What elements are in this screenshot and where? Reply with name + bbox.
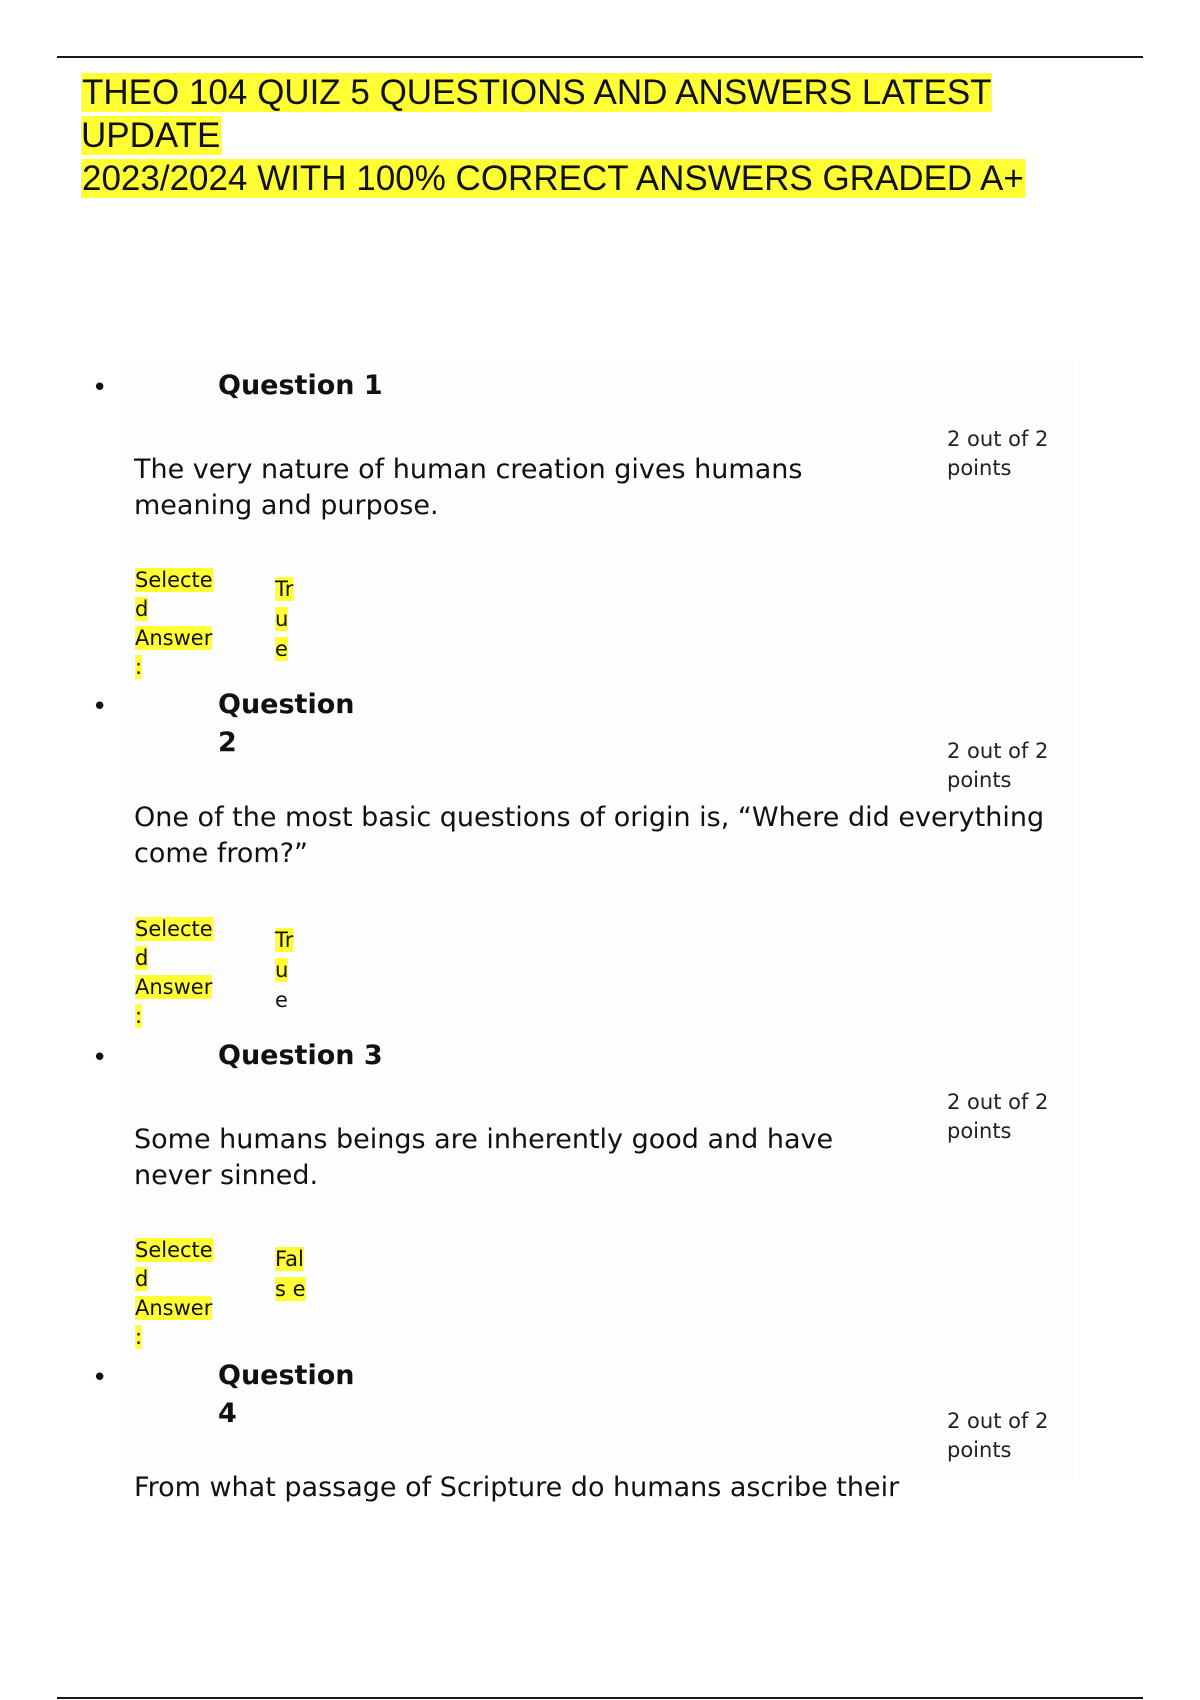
points-score: 2 out of 2 points	[947, 739, 1049, 792]
selected-answer-value: Fal s e	[275, 1247, 306, 1301]
selected-answer-label: Selecte d Answer :	[135, 1238, 213, 1349]
document-title	[81, 71, 1091, 200]
question-text: From what passage of Scripture do humans ascribe their	[134, 1472, 900, 1503]
points-score: 2 out of 2 points	[947, 1090, 1049, 1143]
question-heading: Question 1	[218, 370, 383, 401]
list-bullet: •	[92, 1363, 108, 1393]
bottom-rule	[57, 1697, 1143, 1699]
selected-answer-value: Tr u e	[275, 577, 294, 661]
selected-answer-label: Selecte d Answer :	[135, 917, 213, 1028]
question-heading: Question 4	[218, 1360, 355, 1429]
question-text: One of the most basic questions of origin is, “Where did everything come from?”	[134, 802, 1045, 869]
title-line: THEO 104 QUIZ 5 QUESTIONS AND ANSWERS LATEST UPDATE	[81, 73, 992, 155]
list-bullet: •	[92, 1043, 108, 1073]
question-panel	[120, 1030, 1075, 1360]
question-text: The very nature of human creation gives humans meaning and purpose.	[134, 454, 803, 521]
question-heading: Question 3	[218, 1040, 383, 1071]
question-text: Some humans beings are inherently good and have never sinned.	[134, 1124, 834, 1191]
selected-answer-value: Tr u e	[275, 928, 294, 1012]
title-line: 2023/2024 WITH 100% CORRECT ANSWERS GRADED A+	[82, 159, 1024, 198]
list-bullet: •	[92, 373, 108, 403]
question-heading: Question 2	[218, 689, 355, 758]
top-rule	[57, 56, 1143, 58]
question-panel	[120, 360, 1075, 690]
selected-answer-label: Selecte d Answer :	[135, 568, 213, 679]
points-score: 2 out of 2 points	[947, 1409, 1049, 1462]
list-bullet: •	[92, 692, 108, 722]
points-score: 2 out of 2 points	[947, 427, 1049, 480]
